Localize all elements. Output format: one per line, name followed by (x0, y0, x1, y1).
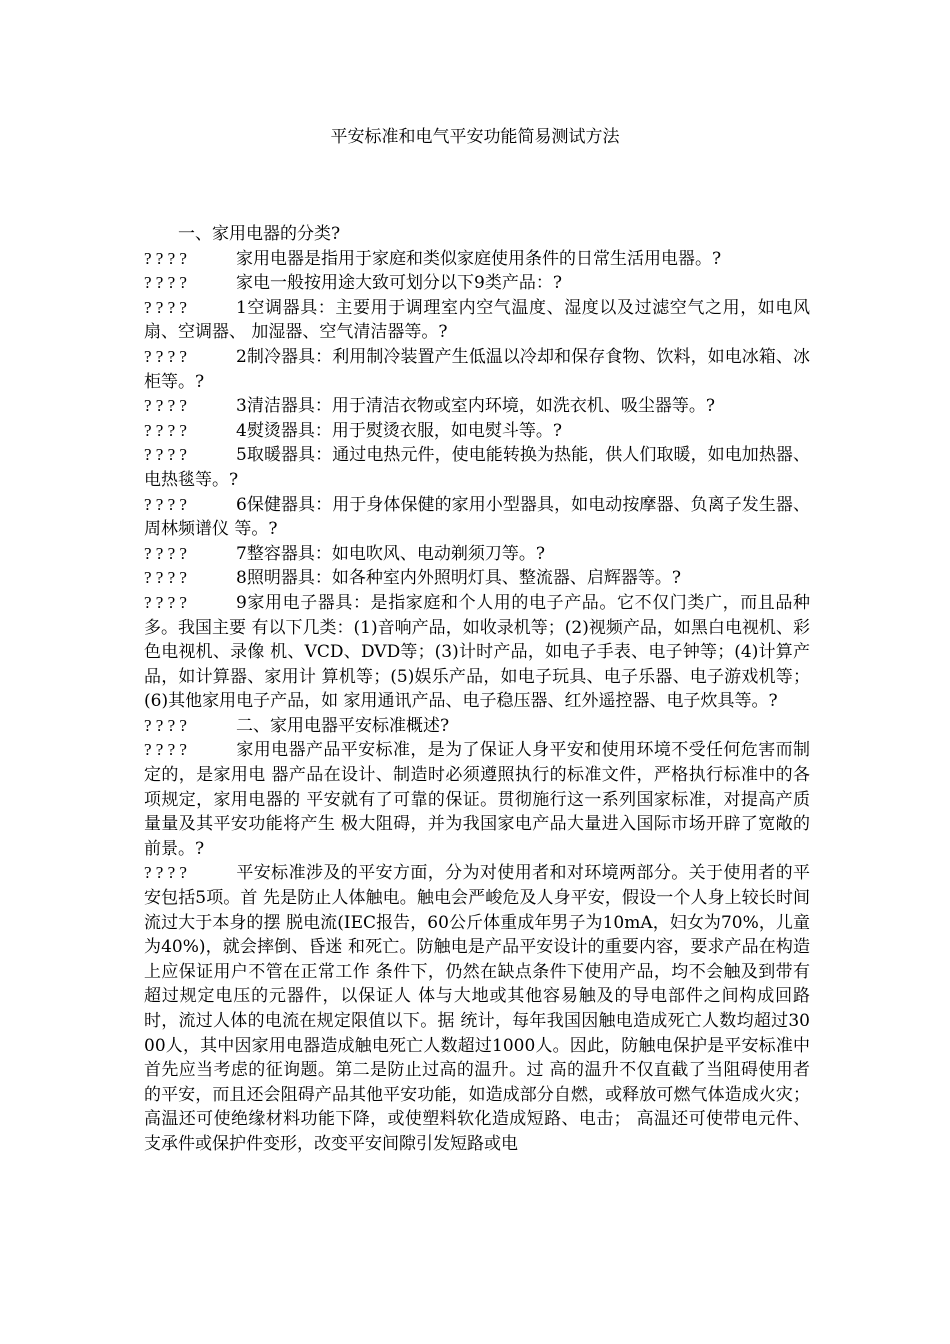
paragraph (144, 419, 810, 444)
paragraph (144, 566, 810, 591)
paragraph (144, 345, 810, 394)
paragraph-text: 2制冷器具：利用制冷装置产生低温以冷却和保存食物、饮料，如电冰箱、冰柜等。? (144, 346, 810, 392)
placeholder-marker: ? ? ? ? (144, 273, 187, 293)
document-body (144, 222, 810, 1157)
paragraph (144, 542, 810, 567)
paragraph-text: 3清洁器具：用于清洁衣物或室内环境，如洗衣机、吸尘器等。? (236, 396, 715, 417)
paragraph (144, 247, 810, 272)
paragraph-text: 5取暖器具：通过电热元件，使电能转换为热能，供人们取暖，如电加热器、电热毯等。? (144, 445, 810, 490)
section-heading (144, 714, 810, 739)
placeholder-marker: ? ? ? ? (144, 715, 187, 735)
paragraph (144, 493, 810, 542)
paragraph (144, 296, 810, 345)
paragraph (144, 443, 810, 492)
paragraph-text: 1空调器具：主要用于调理室内空气温度、湿度以及过滤空气之用，如电风扇、空调器、 加湿器、空气清洁器等。? (144, 297, 810, 343)
document-title: 平安标准和电气平安功能简易测试方法 (330, 127, 620, 147)
placeholder-marker: ? ? ? ? (144, 396, 187, 416)
paragraph (144, 591, 810, 714)
paragraph (144, 861, 810, 1156)
placeholder-marker: ? ? ? ? (144, 543, 187, 563)
paragraph (144, 271, 810, 296)
paragraph (144, 738, 810, 861)
placeholder-marker: ? ? ? ? (144, 248, 187, 268)
placeholder-marker: ? ? ? ? (144, 494, 187, 514)
placeholder-marker: ? ? ? ? (144, 568, 187, 588)
placeholder-marker: ? ? ? ? (144, 740, 187, 760)
placeholder-marker: ? ? ? ? (144, 420, 187, 440)
paragraph-text: 6保健器具：用于身体保健的家用小型器具，如电动按摩器、负离子发生器、周林频谱仪 等。? (144, 494, 810, 540)
paragraph-text: 4熨烫器具：用于熨烫衣服，如电熨斗等。? (236, 420, 562, 441)
paragraph-text: 二、家用电器平安标准概述? (236, 715, 450, 736)
placeholder-marker: ? ? ? ? (144, 445, 187, 465)
paragraph-text: 家用电器产品平安标准，是为了保证人身平安和使用环境不受任何危害而制定的，是家用电 器产品在设计、制造时必须遵照执行的标准文件，严格执行标准中的各项规定，家用电器的 平安就有了可靠的保证。贯彻施行这一系列国家标准，对提高产质量量及其平安功能将产生 极大阻碍，并为我国家电产品大量进入国际市场开辟了宽敞的前景。? (144, 740, 810, 859)
paragraph-text: 9家用电子器具：是指家庭和个人用的电子产品。它不仅门类广，而且品种多。我国主要 有以下几类：(1)音响产品，如收录机等；(2)视频产品，如黑白电视机、彩色电视机、录像 机、VCD、DVD等；(3)计时产品，如电子手表、电子钟等；(4)计算产品，如计算器、家用计 算机等；(5)娱乐产品，如电子玩具、电子乐器、电子游戏机等；(6)其他家用电子产品，如 家用通讯产品、电子稳压器、红外遥控器、电子炊具等。? (144, 592, 810, 712)
paragraph-text: 8照明器具：如各种室内外照明灯具、整流器、启辉器等。? (236, 568, 681, 589)
placeholder-marker: ? ? ? ? (144, 297, 187, 317)
paragraph-text: 家电一般按用途大致可划分以下9类产品：? (236, 273, 562, 294)
paragraph (144, 394, 810, 419)
paragraph-text: 7整容器具：如电吹风、电动剃须刀等。? (236, 543, 545, 564)
placeholder-marker: ? ? ? ? (144, 346, 187, 366)
paragraph-text: 家用电器是指用于家庭和类似家庭使用条件的日常生活用电器。? (236, 248, 722, 269)
paragraph-text: 平安标准涉及的平安方面，分为对使用者和对环境两部分。关于使用者的平安包括5项。首 先是防止人体触电。触电会严峻危及人身平安，假设一个人身上较长时间流过大于本身的摆 脱电流(IEC报告，60公斤体重成年男子为10mA，妇女为70%，儿童为40%)，就会摔倒、昏迷 和死亡。防触电是产品平安设计的重要内容，要求产品在构造上应保证用户不管在正常工作 条件下，仍然在缺点条件下使用产品，均不会触及到带有超过规定电压的元器件，以保证人 体与大地或其他容易触及的导电部件之间构成回路时，流过人体的电流在规定限值以下。据 统计，每年我国因触电造成死亡人数均超过3000人，其中因家用电器造成触电死亡人数超过1000人。因此，防触电保护是平安标准中首先应当考虑的征询题。第二是防止过高的温升。过 高的温升不仅直截了当阻碍使用者的平安，而且还会阻碍产品其他平安功能，如造成部分自燃，或释放可燃气体造成火灾；高温还可使绝缘材料功能下降，或使塑料软化造成短路、电击； 高温还可使带电元件、支承件或保护件变形，改变平安间隙引发短路或电 (144, 863, 810, 1154)
placeholder-marker: ? ? ? ? (144, 863, 187, 883)
section-heading: 一、家用电器的分类? (178, 224, 341, 244)
placeholder-marker: ? ? ? ? (144, 592, 187, 612)
